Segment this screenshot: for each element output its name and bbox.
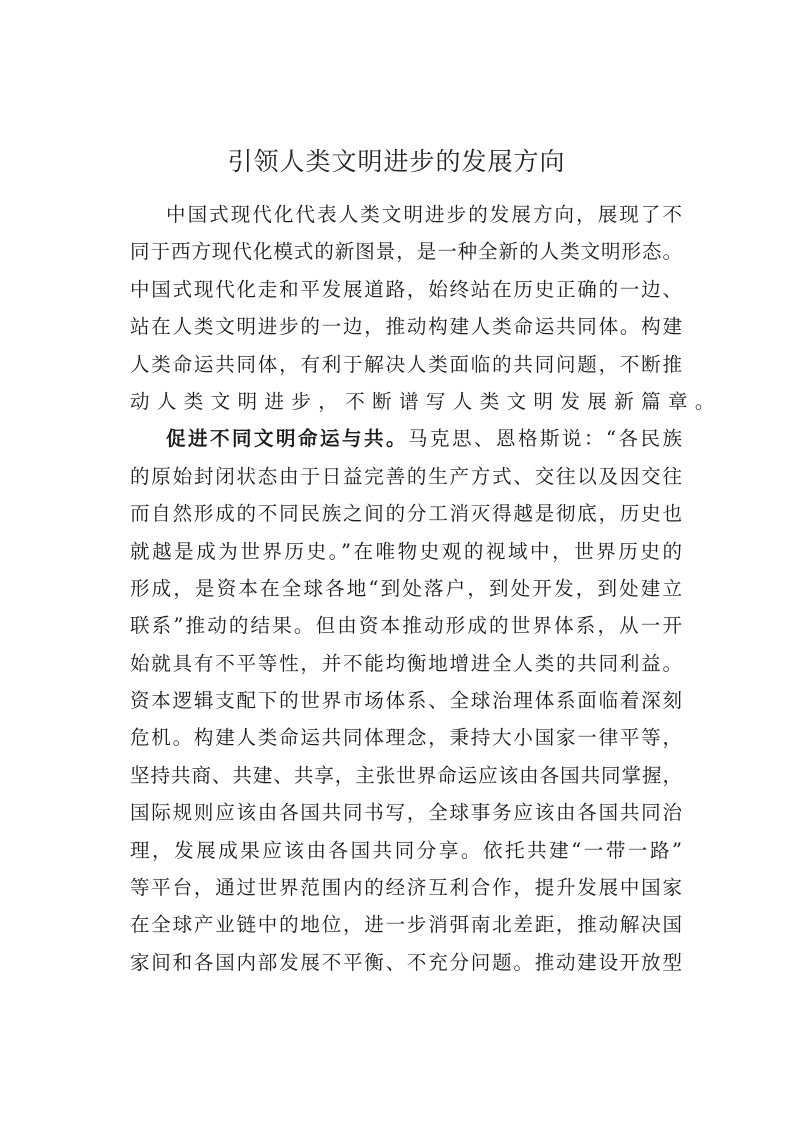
text-span: 马克思、恩格斯说：“各民族 <box>408 427 682 451</box>
text-line: 站在人类文明进步的一边，推动构建人类命运共同体。构建 <box>130 315 682 339</box>
text-line: 联系”推动的结果。但由资本推动形成的世界体系，从一开 <box>130 614 682 638</box>
text-line: 始就具有不平等性，并不能均衡地增进全人类的共同利益。 <box>130 651 682 675</box>
text-line: 同于西方现代化模式的新图景，是一种全新的人类文明形态。 <box>130 240 682 264</box>
text-line: 的原始封闭状态由于日益完善的生产方式、交往以及因交往 <box>130 464 682 488</box>
text-line: 中国式现代化走和平发展道路，始终站在历史正确的一边、 <box>130 277 682 301</box>
paragraph-1 <box>130 200 722 424</box>
text-line: 中国式现代化代表人类文明进步的发展方向，展现了不 <box>166 203 682 226</box>
text-line <box>130 424 682 461</box>
document-title: 引领人类文明进步的发展方向 <box>227 147 566 176</box>
paragraph-2 <box>130 424 682 985</box>
text-line: 就越是成为世界历史。”在唯物史观的视域中，世界历史的 <box>130 539 682 563</box>
paragraph-heading: 促进不同文明命运与共。 <box>166 427 409 451</box>
text-line: 家间和各国内部发展不平衡、不充分问题。推动建设开放型 <box>130 950 682 974</box>
text-line: 国际规则应该由各国共同书写，全球事务应该由各国共同治 <box>130 801 682 825</box>
text-line: 危机。构建人类命运共同体理念，秉持大小国家一律平等， <box>130 726 682 750</box>
text-line: 等平台，通过世界范围内的经济互利合作，提升发展中国家 <box>130 876 682 900</box>
text-line: 坚持共商、共建、共享，主张世界命运应该由各国共同掌握， <box>130 763 682 787</box>
text-line: 形成，是资本在全球各地“到处落户，到处开发，到处建立 <box>130 576 682 600</box>
text-line: 在全球产业链中的地位，进一步消弭南北差距，推动解决国 <box>130 913 682 937</box>
text-line: 而自然形成的不同民族之间的分工消灭得越是彻底，历史也 <box>130 502 682 526</box>
text-line: 理，发展成果应该由各国共同分享。依托共建“一带一路” <box>130 838 682 862</box>
text-line: 动人类文明进步，不断谱写人类文明发展新篇章。 <box>130 389 722 413</box>
text-line: 人类命运共同体，有利于解决人类面临的共同问题，不断推 <box>130 352 682 376</box>
document-body <box>130 200 722 985</box>
text-line: 资本逻辑支配下的世界市场体系、全球治理体系面临着深刻 <box>130 689 682 713</box>
